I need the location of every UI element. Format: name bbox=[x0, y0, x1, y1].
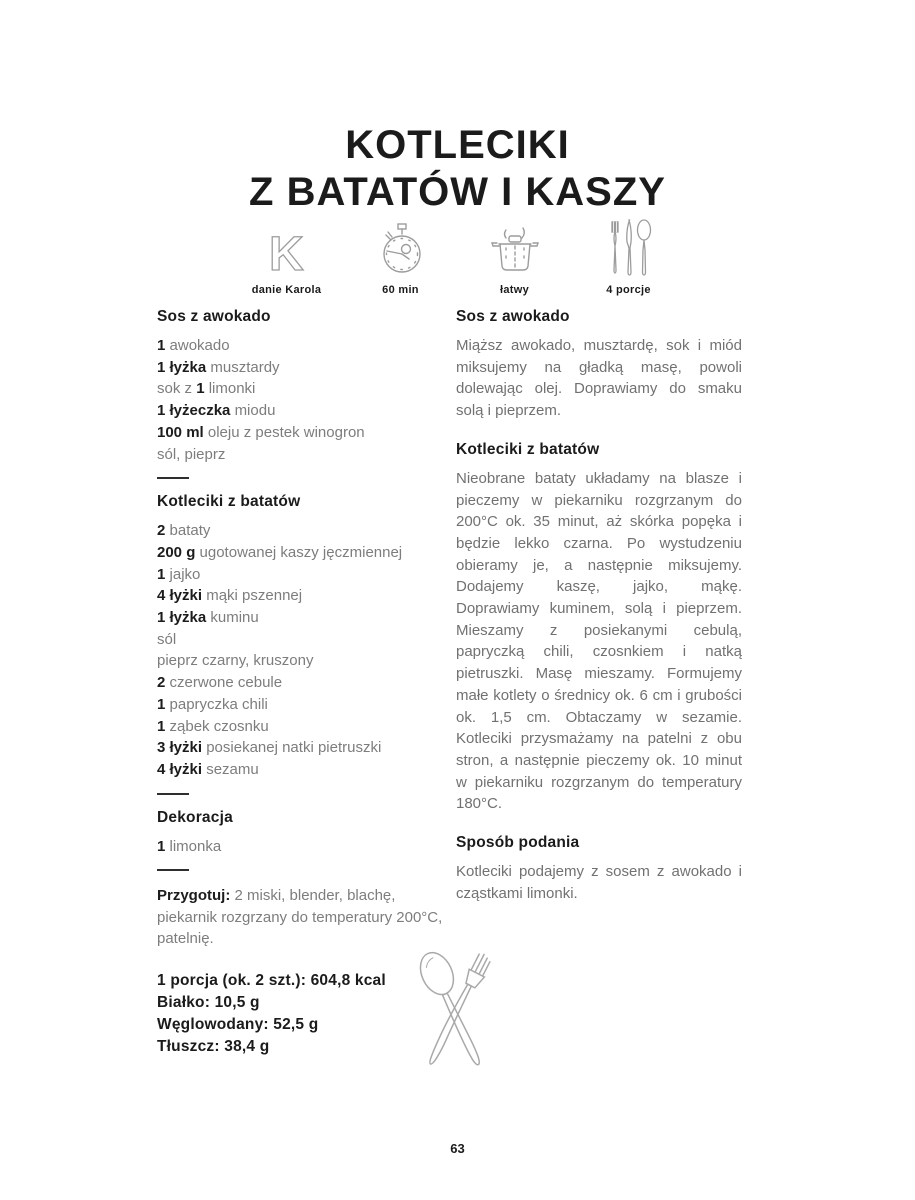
nutrition-line: 1 porcja (ok. 2 szt.): 604,8 kcal bbox=[157, 971, 386, 989]
meta-label-difficulty: łatwy bbox=[499, 284, 529, 296]
ingredient-line: 1 jajko bbox=[157, 565, 201, 583]
instruction-text: Kotleciki podajemy z sosem z awokado i cząstkami limonki. bbox=[456, 863, 742, 902]
instruction-section-heading: Sos z awokado bbox=[456, 308, 570, 325]
ingredient-section-heading: Kotleciki z batatów bbox=[157, 493, 301, 511]
page-title-line2: Z BATATÓW I KASZY bbox=[249, 170, 666, 214]
ingredient-line: 2 bataty bbox=[157, 522, 211, 540]
ingredient-line: 1 łyżka kuminu bbox=[157, 609, 259, 627]
prepare-label: Przygotuj: bbox=[157, 887, 231, 905]
ingredient-line: pieprz czarny, kruszony bbox=[157, 652, 314, 670]
ingredient-line: 2 czerwone cebule bbox=[157, 674, 283, 692]
ingredient-section-heading: Sos z awokado bbox=[157, 308, 271, 325]
ingredient-line: sól bbox=[157, 630, 177, 648]
section-divider bbox=[157, 793, 189, 795]
section-divider bbox=[157, 869, 189, 871]
crossed-fork-spoon-illustration bbox=[378, 942, 533, 1092]
ingredient-line: 4 łyżki mąki pszennej bbox=[157, 587, 303, 605]
meta-label-time: 60 min bbox=[382, 284, 419, 296]
ingredient-line: sól, pieprz bbox=[157, 445, 226, 463]
ingredient-line: 1 awokado bbox=[157, 337, 230, 354]
section-divider bbox=[157, 477, 189, 479]
meta-item-time bbox=[360, 222, 442, 296]
page-title-line1: KOTLECIKI bbox=[345, 123, 570, 167]
k-letter-icon bbox=[261, 222, 313, 278]
ingredient-line: 1 łyżeczka miodu bbox=[157, 402, 276, 420]
instruction-text: Nieobrane bataty układamy na blasze i pieczemy w piekarniku rozgrzanym do 200°C ok. 35 minut, aż skórka popęka i będzie lekko czarna. Po wystudzeniu obieramy je, a następnie miksujemy. Dodajemy kaszę, jajko, mąkę. Doprawiamy kuminem, solą i pieprzem. Mieszamy z posiekanymi cebulą, papryczką chili, czosnkiem i natką pietruszki. Masę mieszamy. Formujemy małe kotlety o średnicy ok. 6 cm i grubości ok. 1,5 cm. Obtaczamy w sezamie. Kotleciki przysmażamy na patelni z obu stron, a następnie pieczemy ok. 10 minut w piekarniku rozgrzanym do temperatury 180°C. bbox=[456, 469, 742, 813]
ingredient-line: 1 ząbek czosnku bbox=[157, 717, 269, 735]
meta-item-servings bbox=[588, 222, 670, 296]
prepare-text: 2 miski, blender, blachę, piekarnik rozgrzany do temperatury 200°C, patelnię. bbox=[157, 887, 443, 948]
ingredient-line: sok z 1 limonki bbox=[157, 380, 256, 398]
meta-label-author: danie Karola bbox=[251, 284, 322, 296]
meta-item-author bbox=[246, 222, 328, 296]
ingredient-line: 3 łyżki posiekanej natki pietruszki bbox=[157, 739, 382, 757]
stopwatch-icon bbox=[375, 222, 427, 278]
instruction-text: Miąższ awokado, musztardę, sok i miód miksujemy na gładką masę, powoli dolewając olej. Doprawiamy do smaku solą i pieprzem. bbox=[456, 337, 742, 420]
instruction-section-heading: Sposób podania bbox=[456, 834, 580, 852]
ingredient-line: 1 papryczka chili bbox=[157, 695, 268, 713]
instruction-section bbox=[456, 441, 742, 815]
pot-icon bbox=[486, 222, 544, 278]
instruction-section bbox=[456, 308, 742, 422]
instruction-section bbox=[456, 834, 742, 904]
prepare-note bbox=[157, 885, 449, 950]
ingredient-line: 1 limonka bbox=[157, 837, 222, 855]
nutrition-line: Węglowodany: 52,5 g bbox=[157, 1015, 319, 1033]
page-title bbox=[0, 122, 915, 216]
nutrition-line: Białko: 10,5 g bbox=[157, 993, 260, 1011]
ingredients-sections bbox=[157, 308, 449, 871]
ingredient-section-heading: Dekoracja bbox=[157, 808, 233, 826]
instructions-column bbox=[456, 308, 742, 923]
meta-item-difficulty bbox=[474, 222, 556, 296]
page-number: 63 bbox=[450, 1141, 465, 1156]
instruction-section-heading: Kotleciki z batatów bbox=[456, 440, 600, 458]
nutrition-line: Tłuszcz: 38,4 g bbox=[157, 1037, 270, 1055]
ingredient-line: 100 ml oleju z pestek winogron bbox=[157, 423, 365, 441]
ingredient-line: 1 łyżka musztardy bbox=[157, 358, 280, 376]
svg-text:K: K bbox=[268, 228, 304, 278]
cutlery-set-icon bbox=[604, 222, 654, 278]
recipe-meta-row bbox=[0, 222, 915, 296]
ingredient-line: 4 łyżki sezamu bbox=[157, 760, 259, 778]
ingredient-line: 200 g ugotowanej kaszy jęczmiennej bbox=[157, 543, 403, 561]
meta-label-servings: 4 porcje bbox=[606, 284, 651, 296]
